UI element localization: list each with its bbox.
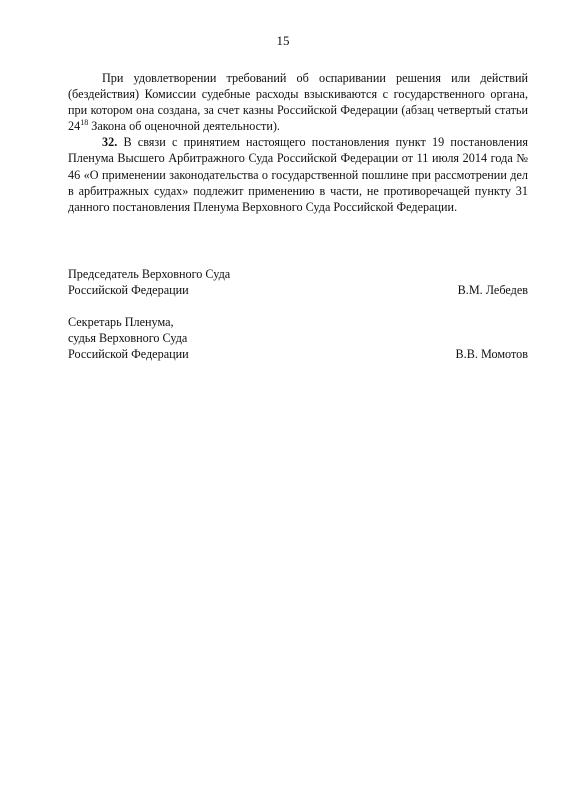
- signature-secretary-line1: [68, 314, 528, 330]
- paragraph-32-number: 32.: [102, 135, 118, 150]
- signature-secretary-title-1: Секретарь Пленума,: [68, 315, 174, 329]
- signature-secretary-name: В.В. Момотов: [455, 347, 528, 362]
- signature-chairman-title-1: Председатель Верховного Суда: [68, 267, 231, 281]
- paragraph-costs: [68, 70, 528, 134]
- document-body: [68, 70, 528, 215]
- signature-chairman-line1: [68, 266, 528, 282]
- signature-secretary-line3: [68, 346, 528, 362]
- page-number: 15: [276, 33, 290, 48]
- signature-secretary-title-2: судья Верховного Суда: [68, 331, 188, 346]
- signature-chairman-title-2: Российской Федерации: [68, 283, 189, 298]
- signature-chairman: [68, 266, 528, 298]
- paragraph-32-text: В связи с принятием настоящего постановления пункт 19 постановления Пленума Высшего Арбитражного Суда Российской Федерации от 11 июля 2014 года № 46 «О применении законодательства о государственной пошлине при рассмотрении дел в арбитражных судах» подлежит применению в части, не противоречащей пункту 31 данного постановления Пленума Верховного Суда Российской Федерации.: [68, 135, 528, 214]
- signature-secretary: [68, 314, 528, 362]
- paragraph-costs-tail: Закона об оценочной деятельности).: [88, 119, 280, 134]
- signature-secretary-title-3: Российской Федерации: [68, 347, 189, 362]
- paragraph-32: [68, 134, 528, 214]
- article-superscript: 18: [80, 118, 89, 128]
- signature-chairman-name: В.М. Лебедев: [457, 283, 528, 298]
- signature-chairman-line2: [68, 282, 528, 298]
- signature-secretary-line2: [68, 330, 528, 346]
- paragraph-costs-text: При удовлетворении требований об оспаривании решения или действий (бездействия) Комиссии судебные расходы взыскиваются с государственного органа, при котором она создана, за счет казны Российской Федерации (абзац четвертый статьи 24: [68, 71, 528, 134]
